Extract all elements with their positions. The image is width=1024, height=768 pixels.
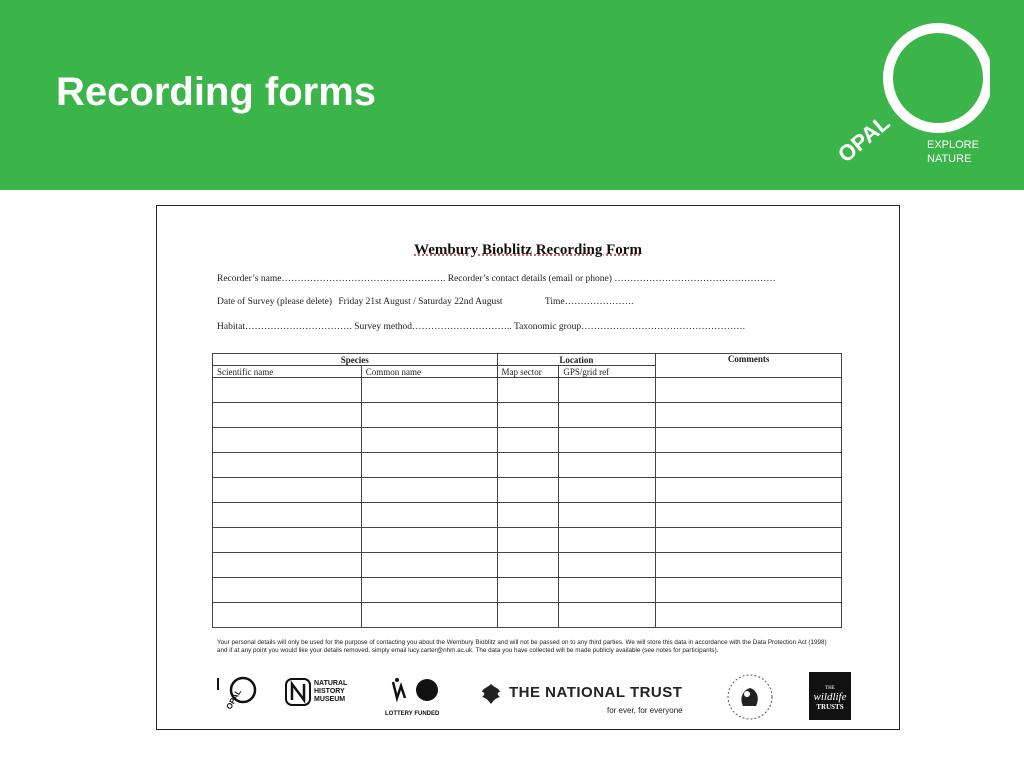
table-cell <box>213 503 362 528</box>
wildlife-trusts-line1: THE <box>825 686 835 691</box>
table-cell <box>656 453 842 478</box>
form-title: Wembury Bioblitz Recording Form <box>414 242 642 258</box>
table-cell <box>361 453 497 478</box>
table-cell <box>361 553 497 578</box>
lottery-text: LOTTERY FUNDED <box>385 711 440 717</box>
table-cell <box>497 503 559 528</box>
nhm-line1: NATURAL <box>314 680 348 687</box>
table-cell <box>559 428 656 453</box>
logo-tagline-line2: NATURE <box>927 153 972 165</box>
table-cell <box>361 428 497 453</box>
habitat-line: Habitat……………………………. Survey method………………………….. Taxonomic group……………………………………………. <box>217 322 745 332</box>
opal-small-logo <box>215 672 261 718</box>
wildlife-trusts-logo <box>809 672 851 720</box>
table-cell <box>656 428 842 453</box>
nhm-n-icon <box>285 678 311 706</box>
recorder-line: Recorder’s name……………………………………………. Recorder’s contact details (email or phone) …………………………………………… <box>217 274 776 284</box>
nhm-logo <box>285 678 347 706</box>
table-cell <box>656 378 842 403</box>
table-cell <box>497 403 559 428</box>
species-header: Species <box>213 354 498 366</box>
oak-leaf-icon <box>479 682 503 706</box>
table-row <box>213 603 842 628</box>
table-cell <box>559 578 656 603</box>
time-label: Time…………………. <box>544 297 634 307</box>
table-cell <box>656 528 842 553</box>
nhm-line2: HISTORY <box>314 688 345 695</box>
svg-text:OPAL: OPAL <box>224 687 244 711</box>
lottery-logo <box>385 676 445 717</box>
table-cell <box>497 553 559 578</box>
table-row <box>213 403 842 428</box>
logo-tagline <box>927 138 979 166</box>
table-cell <box>656 553 842 578</box>
table-cell <box>559 603 656 628</box>
table-cell <box>497 578 559 603</box>
slide-title: Recording forms <box>56 70 377 114</box>
common-name-header: Common name <box>361 366 497 378</box>
header-banner <box>0 0 1024 190</box>
comments-header: Comments <box>656 354 842 378</box>
table-cell <box>361 378 497 403</box>
table-cell <box>559 403 656 428</box>
table-cell <box>559 453 656 478</box>
scientific-name-header: Scientific name <box>213 366 362 378</box>
recording-table <box>212 353 842 628</box>
marine-association-seal <box>725 672 775 722</box>
table-cell <box>213 528 362 553</box>
table-cell <box>656 478 842 503</box>
table-cell <box>361 403 497 428</box>
table-cell <box>559 378 656 403</box>
logo-tagline-line1: EXPLORE <box>927 139 979 151</box>
location-header: Location <box>497 354 656 366</box>
table-cell <box>656 603 842 628</box>
table-cell <box>497 603 559 628</box>
table-row <box>213 503 842 528</box>
table-row <box>213 428 842 453</box>
lottery-icon <box>385 676 441 704</box>
table-cell <box>361 578 497 603</box>
national-trust-tagline: for ever, for everyone <box>607 706 683 715</box>
table-row <box>213 378 842 403</box>
table-cell <box>361 478 497 503</box>
table-cell <box>497 378 559 403</box>
privacy-note: Your personal details will only be used for the purpose of contacting you about the Wembury Bioblitz and will not be passed on to any third parties. We will store this data in accordance with the Data Protection Act (1998) and if at any point you would like your details removed, simply email lucy.carter@nhm.ac.uk. The data you have collected will be made publicly available (see notes for participants). <box>217 639 827 654</box>
table-cell <box>559 553 656 578</box>
table-cell <box>559 478 656 503</box>
table-cell <box>559 528 656 553</box>
date-line <box>217 297 634 307</box>
map-sector-header: Map sector <box>497 366 559 378</box>
table-row <box>213 528 842 553</box>
wildlife-trusts-line2: wildlife <box>813 691 847 703</box>
table-cell <box>213 428 362 453</box>
date-options: Friday 21st August / Saturday 22nd August <box>338 297 503 307</box>
date-label: Date of Survey (please delete) <box>217 297 333 307</box>
table-cell <box>213 578 362 603</box>
table-cell <box>361 603 497 628</box>
table-row <box>213 578 842 603</box>
table-cell <box>497 528 559 553</box>
table-cell <box>656 578 842 603</box>
table-cell <box>213 378 362 403</box>
gps-header: GPS/grid ref <box>559 366 656 378</box>
nhm-line3: MUSEUM <box>314 696 346 703</box>
recording-form-image <box>156 205 900 730</box>
table-cell <box>361 503 497 528</box>
table-cell <box>213 453 362 478</box>
table-row <box>213 553 842 578</box>
table-cell <box>656 403 842 428</box>
national-trust-text: THE NATIONAL TRUST <box>509 684 683 701</box>
table-cell <box>361 528 497 553</box>
opal-logo-text: OPAL <box>832 109 895 168</box>
table-cell <box>656 503 842 528</box>
table-row <box>213 453 842 478</box>
table-cell <box>497 453 559 478</box>
table-cell <box>559 503 656 528</box>
table-cell <box>213 603 362 628</box>
logo-strip <box>157 668 901 728</box>
table-cell <box>497 428 559 453</box>
wildlife-trusts-line3: TRUSTS <box>816 703 844 711</box>
table-row <box>213 478 842 503</box>
table-cell <box>213 478 362 503</box>
table-cell <box>497 478 559 503</box>
table-cell <box>213 403 362 428</box>
table-cell <box>213 553 362 578</box>
